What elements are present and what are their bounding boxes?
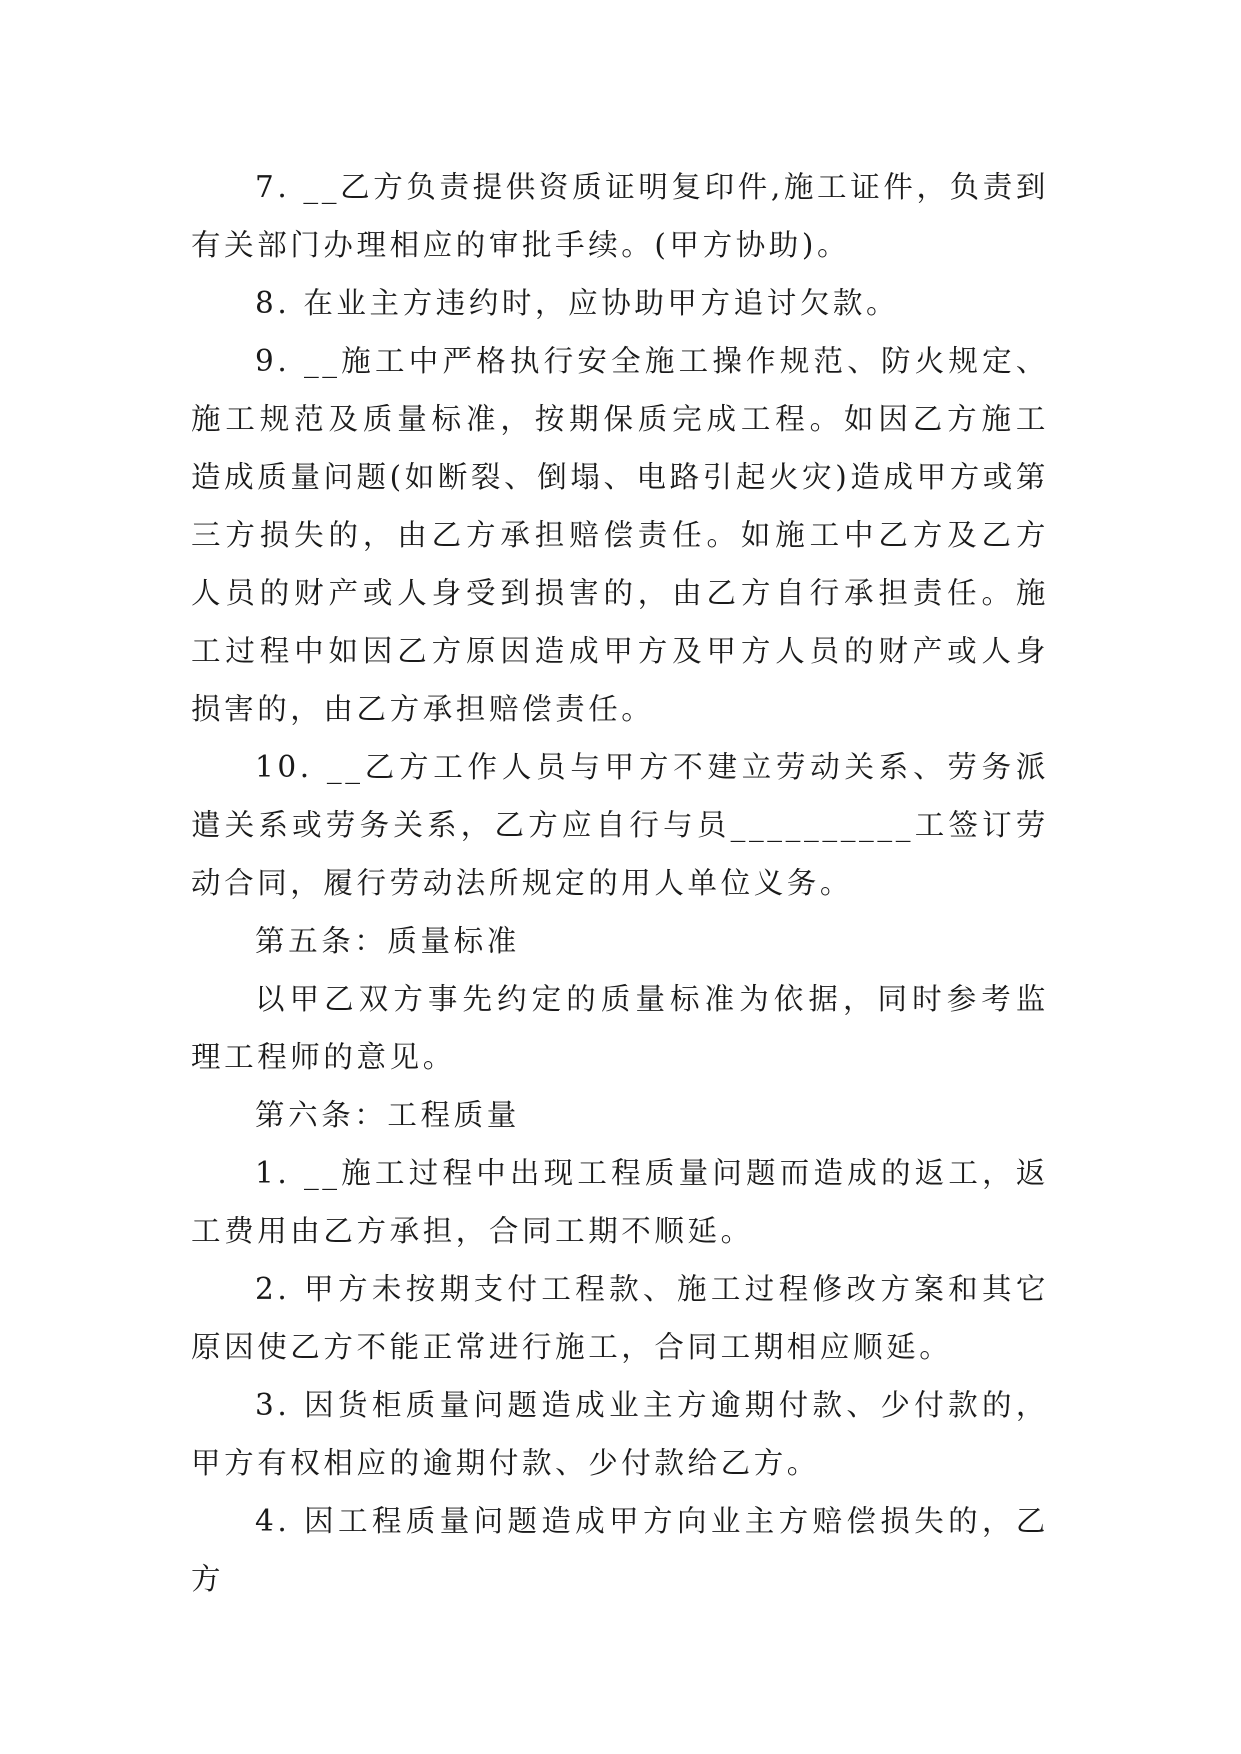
clause-6-item-1: 1. __施工过程中出现工程质量问题而造成的返工，返工费用由乙方承担，合同工期不顺延。 [191,1156,1049,1248]
clause-6-item-2: 2. 甲方未按期支付工程款、施工过程修改方案和其它原因使乙方不能正常进行施工，合同工期相应顺延。 [191,1272,1049,1364]
clause-5-heading: 第五条：质量标准 [255,924,520,958]
clause-4-item-9: 9. __施工中严格执行安全施工操作规范、防火规定、施工规范及质量标准，按期保质完成工程。如因乙方施工造成质量问题(如断裂、倒塌、电路引起火灾)造成甲方或第三方损失的，由乙方承担赔偿责任。如施工中乙方及乙方人员的财产或人身受到损害的，由乙方自行承担责任。施工过程中如因乙方原因造成甲方及甲方人员的财产或人身损害的，由乙方承担赔偿责任。 [191,344,1049,726]
clause-4-item-10: 10. __乙方工作人员与甲方不建立劳动关系、劳务派遣关系或劳务关系，乙方应自行与员__________工签订劳动合同，履行劳动法所规定的用人单位义务。 [191,750,1049,900]
clause-6-heading: 第六条：工程质量 [255,1098,520,1132]
clause-6-item-4: 4. 因工程质量问题造成甲方向业主方赔偿损失的，乙方 [191,1504,1049,1596]
clause-6-item-3: 3. 因货柜质量问题造成业主方逾期付款、少付款的，甲方有权相应的逾期付款、少付款给乙方。 [191,1388,1049,1480]
clause-5-body: 以甲乙双方事先约定的质量标准为依据，同时参考监理工程师的意见。 [191,982,1049,1074]
clause-4-item-7: 7. __乙方负责提供资质证明复印件,施工证件，负责到有关部门办理相应的审批手续。(甲方协助)。 [191,170,1049,262]
clause-4-item-8: 8. 在业主方违约时，应协助甲方追讨欠款。 [255,286,900,320]
document-body [191,158,1049,1608]
